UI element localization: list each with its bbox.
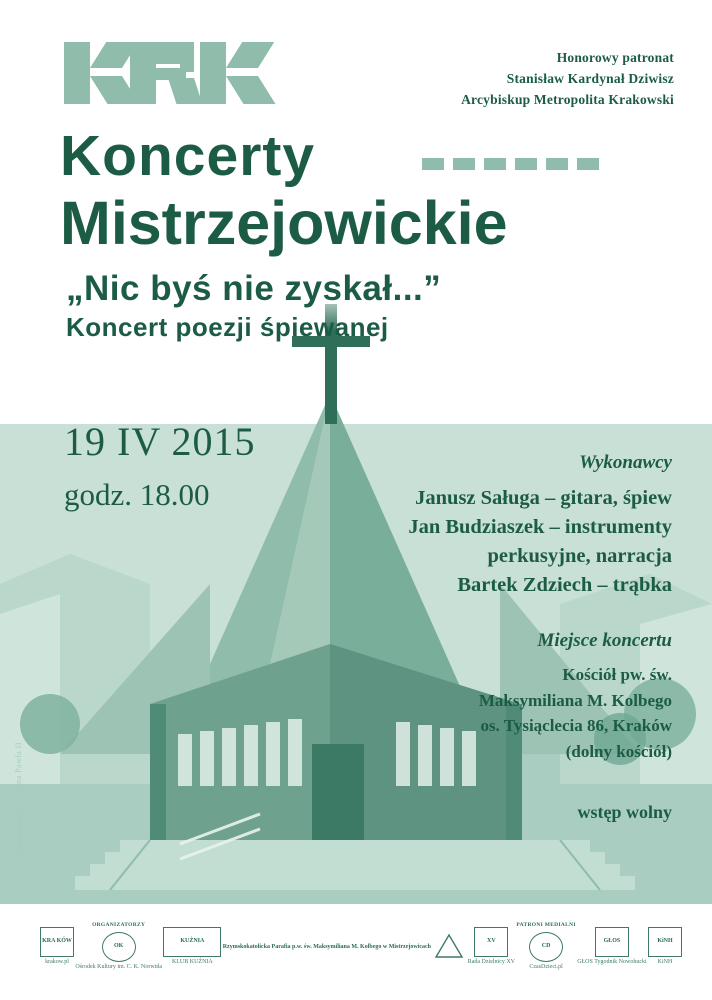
logo-czasdzieci	[516, 922, 575, 971]
logo-caption: krakow.pl	[45, 958, 69, 965]
performer-line: Bartek Zdziech – trąbka	[457, 574, 672, 597]
logo-klub-kuznia	[163, 927, 221, 967]
krakow-crest-icon: KRA KÓW	[40, 927, 74, 957]
patronage-line-1: Honorowy patronat	[556, 50, 674, 65]
krk-logo-shape	[130, 42, 156, 104]
krk-logo-shape	[200, 42, 226, 104]
krk-logo-shape	[226, 76, 275, 104]
sponsor-logos	[40, 922, 682, 971]
logo-caption: Rzymskokatolicka Parafia p.w. św. Maksymiliana M. Kolbego w Mistrzejowicach	[222, 943, 432, 950]
logo-blank	[432, 931, 466, 963]
admission-note: wstęp wolny	[577, 802, 672, 823]
title-quote: „Nic byś nie zyskał...”	[66, 269, 442, 309]
generic-logo-icon	[432, 931, 466, 961]
performers-heading: Wykonawcy	[579, 452, 672, 473]
event-date: 19 IV 2015	[64, 419, 256, 464]
logo-caption: KLUB KUŹNIA	[171, 958, 213, 965]
krk-logo-shape	[168, 78, 202, 104]
venue-line: (dolny kościół)	[565, 741, 672, 761]
patronage-block	[461, 48, 674, 111]
czasdzieci-icon: CD	[529, 932, 563, 962]
logo-caption: Ośrodek Kultury im. C. K. Norwida	[75, 963, 163, 970]
media-patrons-caption: PATRONI MEDIALNI	[516, 922, 576, 928]
patronage-line-2: Stanisław Kardynał Dziwisz	[506, 70, 674, 86]
title-subtitle: Koncert poezji śpiewanej	[66, 312, 389, 343]
performers-list	[372, 484, 672, 600]
klub-kuznia-icon: KUŹNIA	[163, 927, 221, 957]
organizers-caption: ORGANIZATORZY	[92, 922, 146, 928]
logo-rada-dzielnicy	[468, 927, 515, 967]
glos-icon: GŁOS	[595, 927, 629, 957]
date-block	[64, 418, 255, 513]
performer-line: perkusyjne, narracja	[487, 545, 672, 568]
osrodek-kultury-icon: OK	[102, 932, 136, 962]
logo-caption: CzasDzieci.pl	[529, 963, 563, 970]
event-time: godz. 18.00	[64, 477, 210, 512]
rada-dzielnicy-icon: XV	[474, 927, 508, 957]
venue-line: Maksymiliana M. Kolbego	[478, 690, 672, 710]
venue-address	[372, 662, 672, 764]
logo-caption: Rada Dzielnicy XV	[467, 958, 516, 965]
logo-osrodek-kultury	[75, 922, 162, 971]
venue-line: os. Tysiąclecia 86, Kraków	[480, 716, 672, 736]
performer-line: Jan Budziaszek – instrumenty	[408, 516, 672, 539]
logo-krakow	[40, 927, 74, 967]
krk-logo	[64, 42, 249, 104]
logo-parafia	[223, 943, 431, 951]
logo-caption: KiNH	[657, 958, 673, 965]
krk-logo-shape	[226, 42, 274, 68]
info-column	[372, 452, 672, 823]
venue-line: Kościół pw. św.	[562, 665, 672, 685]
krk-logo-shape	[64, 42, 90, 104]
title-line-2: Mistrzejowickie	[60, 189, 508, 257]
kinh-icon: KiNH	[648, 927, 682, 957]
abstract-mark-icon	[434, 933, 464, 959]
performer-line: Janusz Saługa – gitara, śpiew	[415, 487, 672, 509]
logo-glos	[577, 927, 646, 967]
title-block	[60, 124, 660, 343]
venue-heading: Miejsce koncertu	[537, 630, 672, 652]
logo-caption: GŁOS Tygodnik Nowohucki	[577, 958, 647, 965]
logo-kinh	[648, 927, 682, 967]
patronage-line-3: Arcybiskup Metropolita Krakowski	[461, 91, 674, 107]
photo-credit: fot. Sanktuarium św. Jana Pawła II	[14, 741, 23, 870]
dash-decoration	[422, 158, 599, 170]
footer	[0, 904, 712, 1000]
title-line-1	[60, 124, 660, 188]
title-line-1-text: Koncerty	[60, 124, 316, 188]
